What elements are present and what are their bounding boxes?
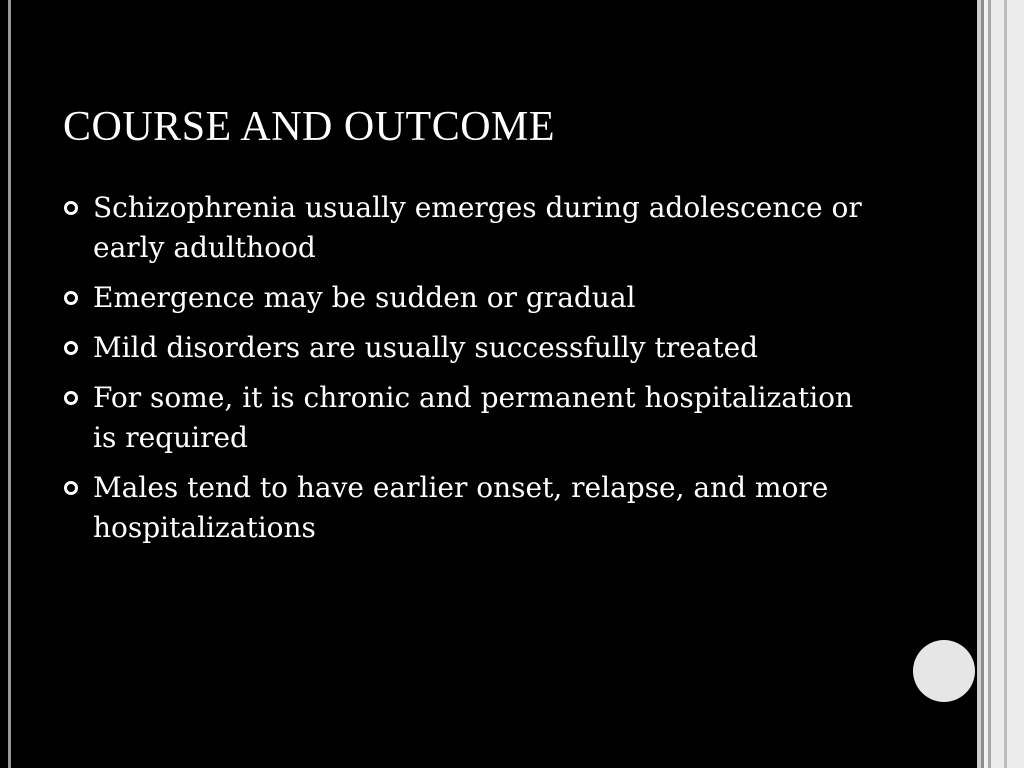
bullet-item [62, 328, 882, 368]
bullet-text: Males tend to have earlier onset, relapse, and more hospitalizations [93, 471, 829, 544]
bullet-item [62, 468, 882, 548]
bullet-text: Emergence may be sudden or gradual [93, 281, 636, 314]
bullet-item [62, 278, 882, 318]
slide-title: COURSE AND OUTCOME [63, 104, 556, 150]
bullet-list [62, 188, 882, 558]
bullet-text: For some, it is chronic and permanent hospitalization is required [93, 381, 854, 454]
right-stripe [1004, 0, 1007, 768]
bullet-text: Schizophrenia usually emerges during adolescence or early adulthood [93, 191, 862, 264]
hollow-circle-bullet-icon [64, 291, 78, 305]
bullet-item [62, 378, 882, 458]
hollow-circle-bullet-icon [64, 481, 78, 495]
bullet-item [62, 188, 882, 268]
hollow-circle-bullet-icon [64, 341, 78, 355]
hollow-circle-bullet-icon [64, 201, 78, 215]
left-frame-line [8, 0, 11, 768]
bullet-text: Mild disorders are usually successfully treated [93, 331, 759, 364]
right-stripe [991, 0, 1024, 768]
gray-circle-icon [913, 640, 975, 702]
hollow-circle-bullet-icon [64, 391, 78, 405]
